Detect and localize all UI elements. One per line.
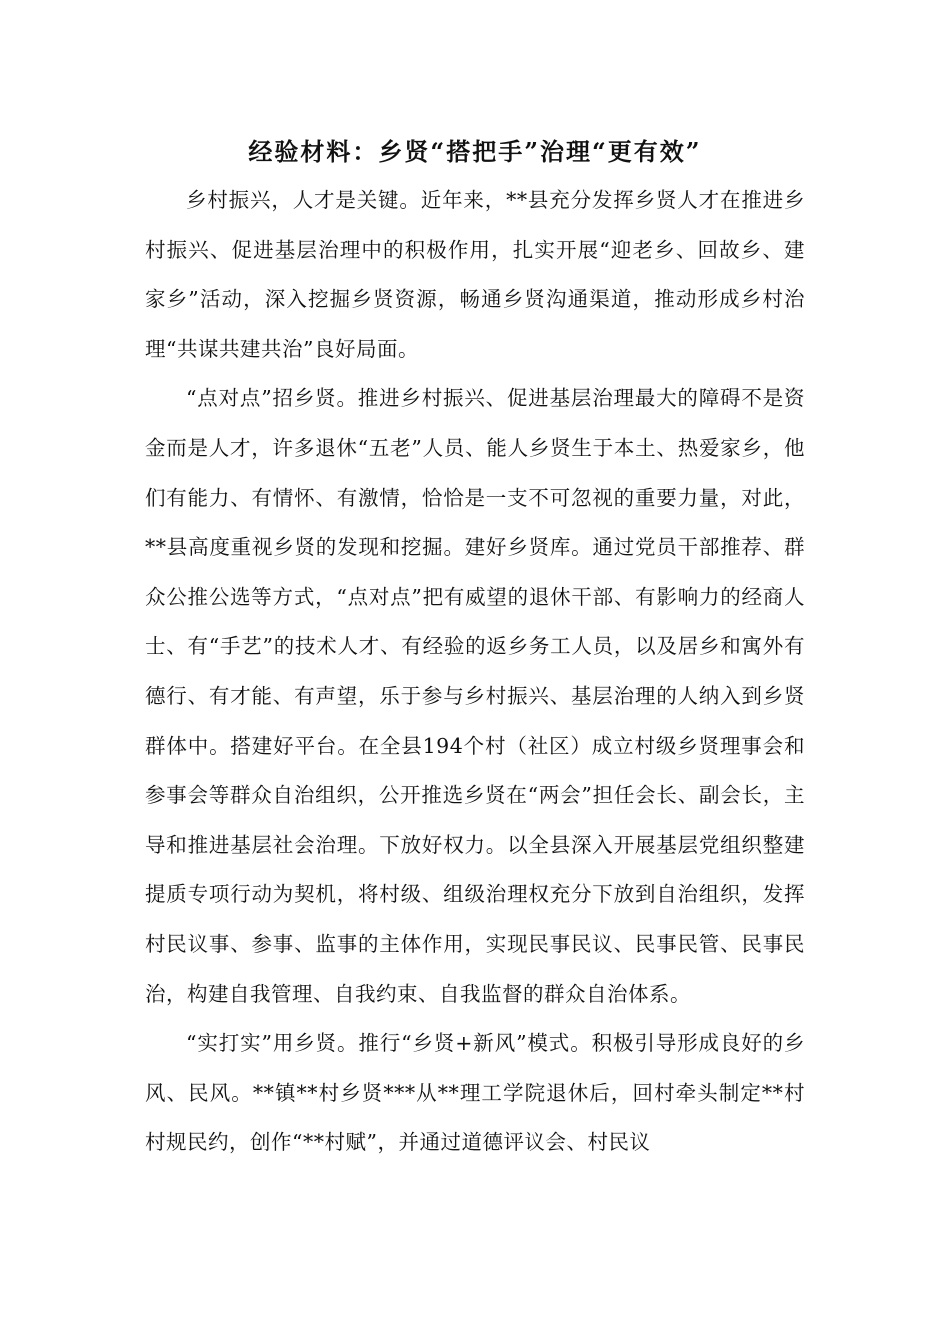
paragraph-use-talent: “实打实”用乡贤。推行“乡贤+新风”模式。积极引导形成良好的乡风、民风。**镇**村乡贤***从**理工学院退休后，回村牵头制定**村村规民约，创作“**村赋”，并通过道德评议会、村民议: [145, 1031, 805, 1155]
paragraph-recruit-talent: “点对点”招乡贤。推进乡村振兴、促进基层治理最大的障碍不是资金而是人才，许多退休“五老”人员、能人乡贤生于本土、热爱家乡，他们有能力、有情怀、有激情，恰恰是一支不可忽视的重要力量，对此，**县高度重视乡贤的发现和挖掘。建好乡贤库。通过党员干部推荐、群众公推公选等方式，“点对点”把有威望的退休干部、有影响力的经商人士、有“手艺”的技术人才、有经验的返乡务工人员，以及居乡和寓外有德行、有才能、有声望，乐于参与乡村振兴、基层治理的人纳入到乡贤群体中。搭建好平台。在全县194个村（社区）成立村级乡贤理事会和参事会等群众自治组织，公开推选乡贤在“两会”担任会长、副会长，主导和推进基层社会治理。下放好权力。以全县深入开展基层党组织整建提质专项行动为契机，将村级、组级治理权充分下放到自治组织，发挥村民议事、参事、监事的主体作用，实现民事民议、民事民管、民事民治，构建自我管理、自我约束、自我监督的群众自治体系。: [145, 386, 805, 1006]
document-title: 经验材料：乡贤“搭把手”治理“更有效”: [248, 137, 702, 166]
document-body: [145, 176, 805, 1168]
paragraph-intro: 乡村振兴，人才是关键。近年来，**县充分发挥乡贤人才在推进乡村振兴、促进基层治理中的积极作用，扎实开展“迎老乡、回故乡、建家乡”活动，深入挖掘乡贤资源，畅通乡贤沟通渠道，推动形成乡村治理“共谋共建共治”良好局面。: [145, 188, 805, 361]
